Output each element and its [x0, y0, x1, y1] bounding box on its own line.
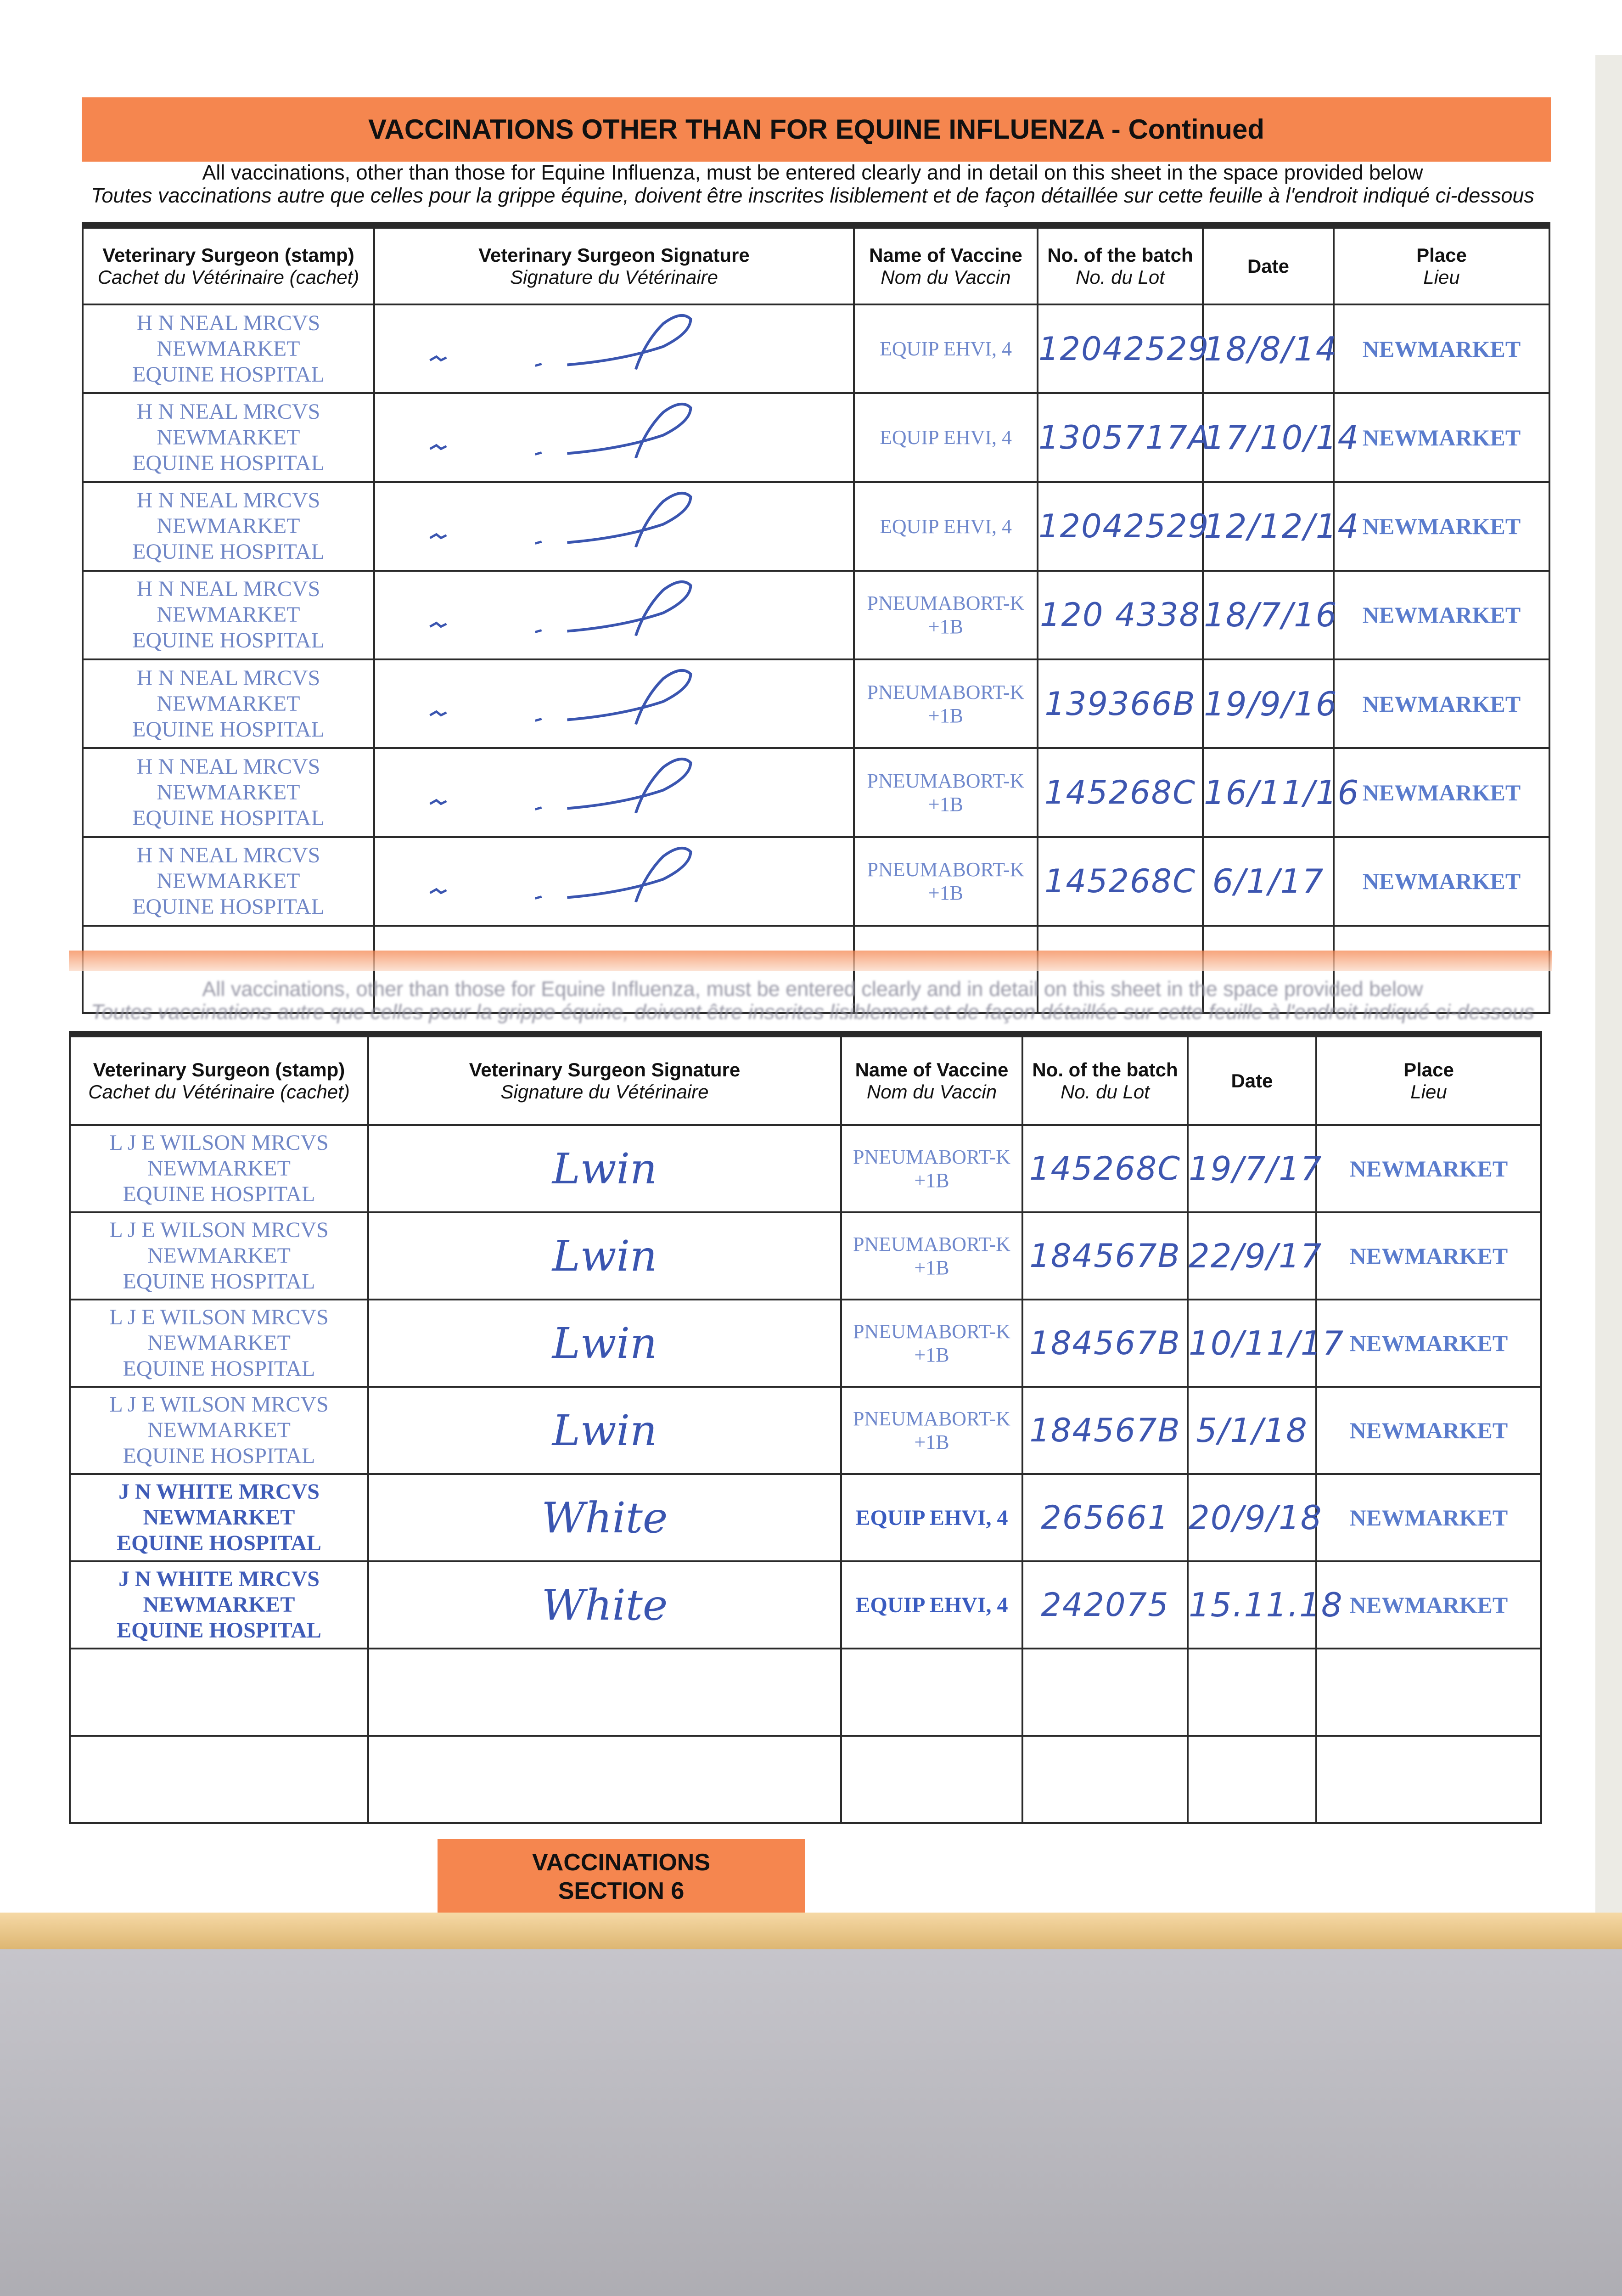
- header-batch: No. of the batch No. du Lot: [1022, 1034, 1188, 1125]
- instruction-french-faded: Toutes vaccinations autre que celles pour la grippe équine, doivent être inscrites lisiblement et de façon détaillée sur cette feuille à l'endroit indiqué ci-dessous: [91, 1000, 1534, 1024]
- header-batch: No. of the batch No. du Lot: [1038, 225, 1203, 304]
- vaccine-name: EQUIP EHVI, 4: [841, 1561, 1022, 1649]
- stamp-line: NEWMARKET: [157, 425, 300, 450]
- vaccine-name: [841, 1649, 1022, 1736]
- vaccination-table-upper: [82, 222, 1550, 1014]
- stamp-line: EQUINE HOSPITAL: [132, 362, 325, 387]
- batch-number: 120 4338: [1038, 571, 1203, 659]
- batch-number: 1305717A: [1038, 393, 1203, 482]
- vaccination-date: 18/8/14: [1203, 304, 1334, 393]
- vaccine-name: EQUIP EHVI, 4: [854, 393, 1038, 482]
- page-fold: [69, 951, 1552, 971]
- header-vet-stamp: Veterinary Surgeon (stamp) Cachet du Vétérinaire (cachet): [83, 225, 374, 304]
- vaccination-place: NEWMARKET: [1316, 1212, 1541, 1300]
- vaccine-name: PNEUMABORT-K +1B: [841, 1300, 1022, 1387]
- vaccination-place: NEWMARKET: [1334, 393, 1549, 482]
- vaccination-place: NEWMARKET: [1334, 748, 1549, 837]
- stamp-line: EQUINE HOSPITAL: [132, 628, 325, 653]
- vaccination-date: 18/7/16: [1203, 571, 1334, 659]
- batch-number: 242075: [1022, 1561, 1188, 1649]
- stamp-line: NEWMARKET: [147, 1331, 291, 1355]
- stamp-line: EQUINE HOSPITAL: [123, 1269, 315, 1294]
- stamp-line: H N NEAL MRCVS: [136, 399, 320, 424]
- vet-signature: [374, 659, 854, 748]
- batch-number: 12042529: [1038, 304, 1203, 393]
- vet-stamp: [83, 571, 374, 659]
- vaccination-date: 10/11/17: [1188, 1300, 1316, 1387]
- header-vaccine: Name of Vaccine Nom du Vaccin: [854, 225, 1038, 304]
- stamp-line: NEWMARKET: [143, 1593, 295, 1617]
- vaccination-table-lower: [69, 1031, 1542, 1824]
- vet-signature: [374, 393, 854, 482]
- vaccine-name: PNEUMABORT-K +1B: [841, 1125, 1022, 1212]
- stamp-line: EQUINE HOSPITAL: [123, 1356, 315, 1381]
- stamp-line: H N NEAL MRCVS: [136, 577, 320, 602]
- vaccination-place: [1316, 1736, 1541, 1823]
- vaccination-date: 22/9/17: [1188, 1212, 1316, 1300]
- vet-stamp: [70, 1212, 368, 1300]
- vaccination-date: 17/10/14: [1203, 393, 1334, 482]
- stamp-line: H N NEAL MRCVS: [136, 665, 320, 690]
- stamp-line: NEWMARKET: [147, 1156, 291, 1181]
- vaccination-date: 6/1/17: [1203, 837, 1334, 926]
- vet-signature: [374, 571, 854, 659]
- vet-stamp: [83, 304, 374, 393]
- footer-line-1: VACCINATIONS: [532, 1849, 711, 1876]
- booklet-edge: [0, 1913, 1622, 1949]
- signature-scribble: [375, 483, 853, 570]
- vet-stamp: [70, 1474, 368, 1561]
- vet-signature: [374, 482, 854, 571]
- stamp-line: NEWMARKET: [157, 336, 300, 361]
- table-row: [70, 1300, 1541, 1387]
- vaccination-place: NEWMARKET: [1316, 1387, 1541, 1474]
- vet-signature: Lwin: [368, 1212, 841, 1300]
- header-place: Place Lieu: [1334, 225, 1549, 304]
- vet-signature: White: [368, 1561, 841, 1649]
- section-footer-banner: [438, 1839, 805, 1915]
- batch-number: 12042529: [1038, 482, 1203, 571]
- batch-number: 139366B: [1038, 659, 1203, 748]
- vaccine-name: EQUIP EHVI, 4: [841, 1474, 1022, 1561]
- stamp-line: J N WHITE MRCVS: [118, 1480, 320, 1504]
- section-title-banner: VACCINATIONS OTHER THAN FOR EQUINE INFLUENZA - Continued: [82, 97, 1551, 162]
- stamp-line: EQUINE HOSPITAL: [123, 1444, 315, 1468]
- batch-number: [1022, 1736, 1188, 1823]
- vaccine-name: [841, 1736, 1022, 1823]
- table-row: [70, 1649, 1541, 1736]
- vet-signature: Lwin: [368, 1300, 841, 1387]
- stamp-line: NEWMARKET: [157, 602, 300, 627]
- page-edge: [1595, 55, 1622, 1938]
- stamp-line: H N NEAL MRCVS: [136, 310, 320, 335]
- vaccination-place: NEWMARKET: [1316, 1300, 1541, 1387]
- footer-line-2: SECTION 6: [558, 1878, 685, 1904]
- stamp-line: J N WHITE MRCVS: [118, 1567, 320, 1591]
- stamp-line: EQUINE HOSPITAL: [117, 1531, 321, 1555]
- stamp-line: H N NEAL MRCVS: [136, 843, 320, 868]
- batch-number: 145268C: [1038, 837, 1203, 926]
- vet-stamp: [83, 659, 374, 748]
- vet-stamp: [70, 1649, 368, 1736]
- stamp-line: EQUINE HOSPITAL: [132, 805, 325, 830]
- stamp-line: NEWMARKET: [147, 1244, 291, 1268]
- vet-stamp: [83, 482, 374, 571]
- table-row: [83, 837, 1549, 926]
- vet-stamp: [70, 1300, 368, 1387]
- vaccination-place: NEWMARKET: [1334, 304, 1549, 393]
- stamp-line: L J E WILSON MRCVS: [109, 1218, 329, 1242]
- table-row: [83, 393, 1549, 482]
- vaccine-name: PNEUMABORT-K +1B: [854, 659, 1038, 748]
- vet-stamp: [83, 748, 374, 837]
- vaccination-place: NEWMARKET: [1334, 659, 1549, 748]
- vet-signature: White: [368, 1474, 841, 1561]
- vet-signature: [368, 1736, 841, 1823]
- vet-stamp: [70, 1561, 368, 1649]
- vet-signature: [374, 304, 854, 393]
- vet-signature: Lwin: [368, 1387, 841, 1474]
- batch-number: 145268C: [1038, 748, 1203, 837]
- stamp-line: NEWMARKET: [143, 1505, 295, 1530]
- vaccination-place: NEWMARKET: [1316, 1561, 1541, 1649]
- vaccine-name: PNEUMABORT-K +1B: [841, 1387, 1022, 1474]
- vet-stamp: [70, 1387, 368, 1474]
- vaccination-place: NEWMARKET: [1334, 482, 1549, 571]
- vaccination-place: NEWMARKET: [1316, 1474, 1541, 1561]
- vet-stamp: [83, 837, 374, 926]
- vaccination-date: 19/7/17: [1188, 1125, 1316, 1212]
- stamp-line: H N NEAL MRCVS: [136, 488, 320, 513]
- stamp-line: NEWMARKET: [157, 780, 300, 805]
- vaccination-place: NEWMARKET: [1334, 837, 1549, 926]
- signature-scribble: [375, 838, 853, 925]
- table-row: [70, 1736, 1541, 1823]
- header-vet-signature: Veterinary Surgeon Signature Signature du Vétérinaire: [374, 225, 854, 304]
- header-date: Date: [1203, 225, 1334, 304]
- header-date: Date: [1188, 1034, 1316, 1125]
- vaccination-place: NEWMARKET: [1334, 571, 1549, 659]
- vaccination-date: 5/1/18: [1188, 1387, 1316, 1474]
- stamp-line: NEWMARKET: [157, 869, 300, 894]
- vet-stamp: [83, 393, 374, 482]
- table-row: [83, 748, 1549, 837]
- instruction-english: All vaccinations, other than those for Equine Influenza, must be entered clearly and in detail on this sheet in the space provided below: [202, 161, 1423, 184]
- vaccine-name: PNEUMABORT-K +1B: [841, 1212, 1022, 1300]
- vaccination-date: 20/9/18: [1188, 1474, 1316, 1561]
- instruction-english-faded: All vaccinations, other than those for Equine Influenza, must be entered clearly and in detail on this sheet in the space provided below: [202, 977, 1423, 1001]
- vaccine-name: PNEUMABORT-K +1B: [854, 571, 1038, 659]
- stamp-line: EQUINE HOSPITAL: [117, 1618, 321, 1643]
- vet-signature: [368, 1649, 841, 1736]
- stamp-line: H N NEAL MRCVS: [136, 754, 320, 779]
- header-vaccine: Name of Vaccine Nom du Vaccin: [841, 1034, 1022, 1125]
- table-row: [70, 1212, 1541, 1300]
- table-row: [83, 571, 1549, 659]
- stamp-line: L J E WILSON MRCVS: [109, 1131, 329, 1155]
- vaccine-name: EQUIP EHVI, 4: [854, 304, 1038, 393]
- signature-scribble: [375, 394, 853, 481]
- signature-scribble: [375, 660, 853, 747]
- signature-scribble: [375, 572, 853, 658]
- signature-scribble: [375, 305, 853, 392]
- table-row: [83, 659, 1549, 748]
- stamp-line: EQUINE HOSPITAL: [132, 717, 325, 742]
- table-row: [70, 1387, 1541, 1474]
- table-row: [70, 1125, 1541, 1212]
- scan-background: [0, 1949, 1622, 2296]
- vaccine-name: PNEUMABORT-K +1B: [854, 837, 1038, 926]
- stamp-line: NEWMARKET: [147, 1418, 291, 1442]
- stamp-line: L J E WILSON MRCVS: [109, 1305, 329, 1329]
- stamp-line: EQUINE HOSPITAL: [123, 1182, 315, 1206]
- batch-number: 184567B: [1022, 1300, 1188, 1387]
- batch-number: 184567B: [1022, 1387, 1188, 1474]
- vet-stamp: [70, 1125, 368, 1212]
- stamp-line: L J E WILSON MRCVS: [109, 1392, 329, 1417]
- batch-number: 265661: [1022, 1474, 1188, 1561]
- vet-stamp: [70, 1736, 368, 1823]
- instruction-french: Toutes vaccinations autre que celles pour la grippe équine, doivent être inscrites lisiblement et de façon détaillée sur cette feuille à l'endroit indiqué ci-dessous: [91, 184, 1534, 207]
- vaccination-place: NEWMARKET: [1316, 1125, 1541, 1212]
- stamp-line: NEWMARKET: [157, 691, 300, 716]
- vaccination-date: 16/11/16: [1203, 748, 1334, 837]
- header-place: Place Lieu: [1316, 1034, 1541, 1125]
- vaccination-date: 19/9/16: [1203, 659, 1334, 748]
- vaccination-place: [1316, 1649, 1541, 1736]
- vaccine-name: EQUIP EHVI, 4: [854, 482, 1038, 571]
- vaccination-date: [1188, 1649, 1316, 1736]
- vaccine-name: PNEUMABORT-K +1B: [854, 748, 1038, 837]
- batch-number: 184567B: [1022, 1212, 1188, 1300]
- stamp-line: EQUINE HOSPITAL: [132, 895, 325, 919]
- vaccination-date: 12/12/14: [1203, 482, 1334, 571]
- header-vet-stamp: Veterinary Surgeon (stamp) Cachet du Vétérinaire (cachet): [70, 1034, 368, 1125]
- vet-signature: Lwin: [368, 1125, 841, 1212]
- batch-number: [1022, 1649, 1188, 1736]
- header-vet-signature: Veterinary Surgeon Signature Signature du Vétérinaire: [368, 1034, 841, 1125]
- batch-number: 145268C: [1022, 1125, 1188, 1212]
- stamp-line: EQUINE HOSPITAL: [132, 450, 325, 475]
- vaccination-date: [1188, 1736, 1316, 1823]
- table-row: [83, 304, 1549, 393]
- stamp-line: EQUINE HOSPITAL: [132, 540, 325, 564]
- vaccination-date: 15.11.18: [1188, 1561, 1316, 1649]
- stamp-line: NEWMARKET: [157, 514, 300, 539]
- table-row: [70, 1561, 1541, 1649]
- signature-scribble: [375, 749, 853, 836]
- vet-signature: [374, 837, 854, 926]
- vet-signature: [374, 748, 854, 837]
- table-row: [70, 1474, 1541, 1561]
- table-row: [83, 482, 1549, 571]
